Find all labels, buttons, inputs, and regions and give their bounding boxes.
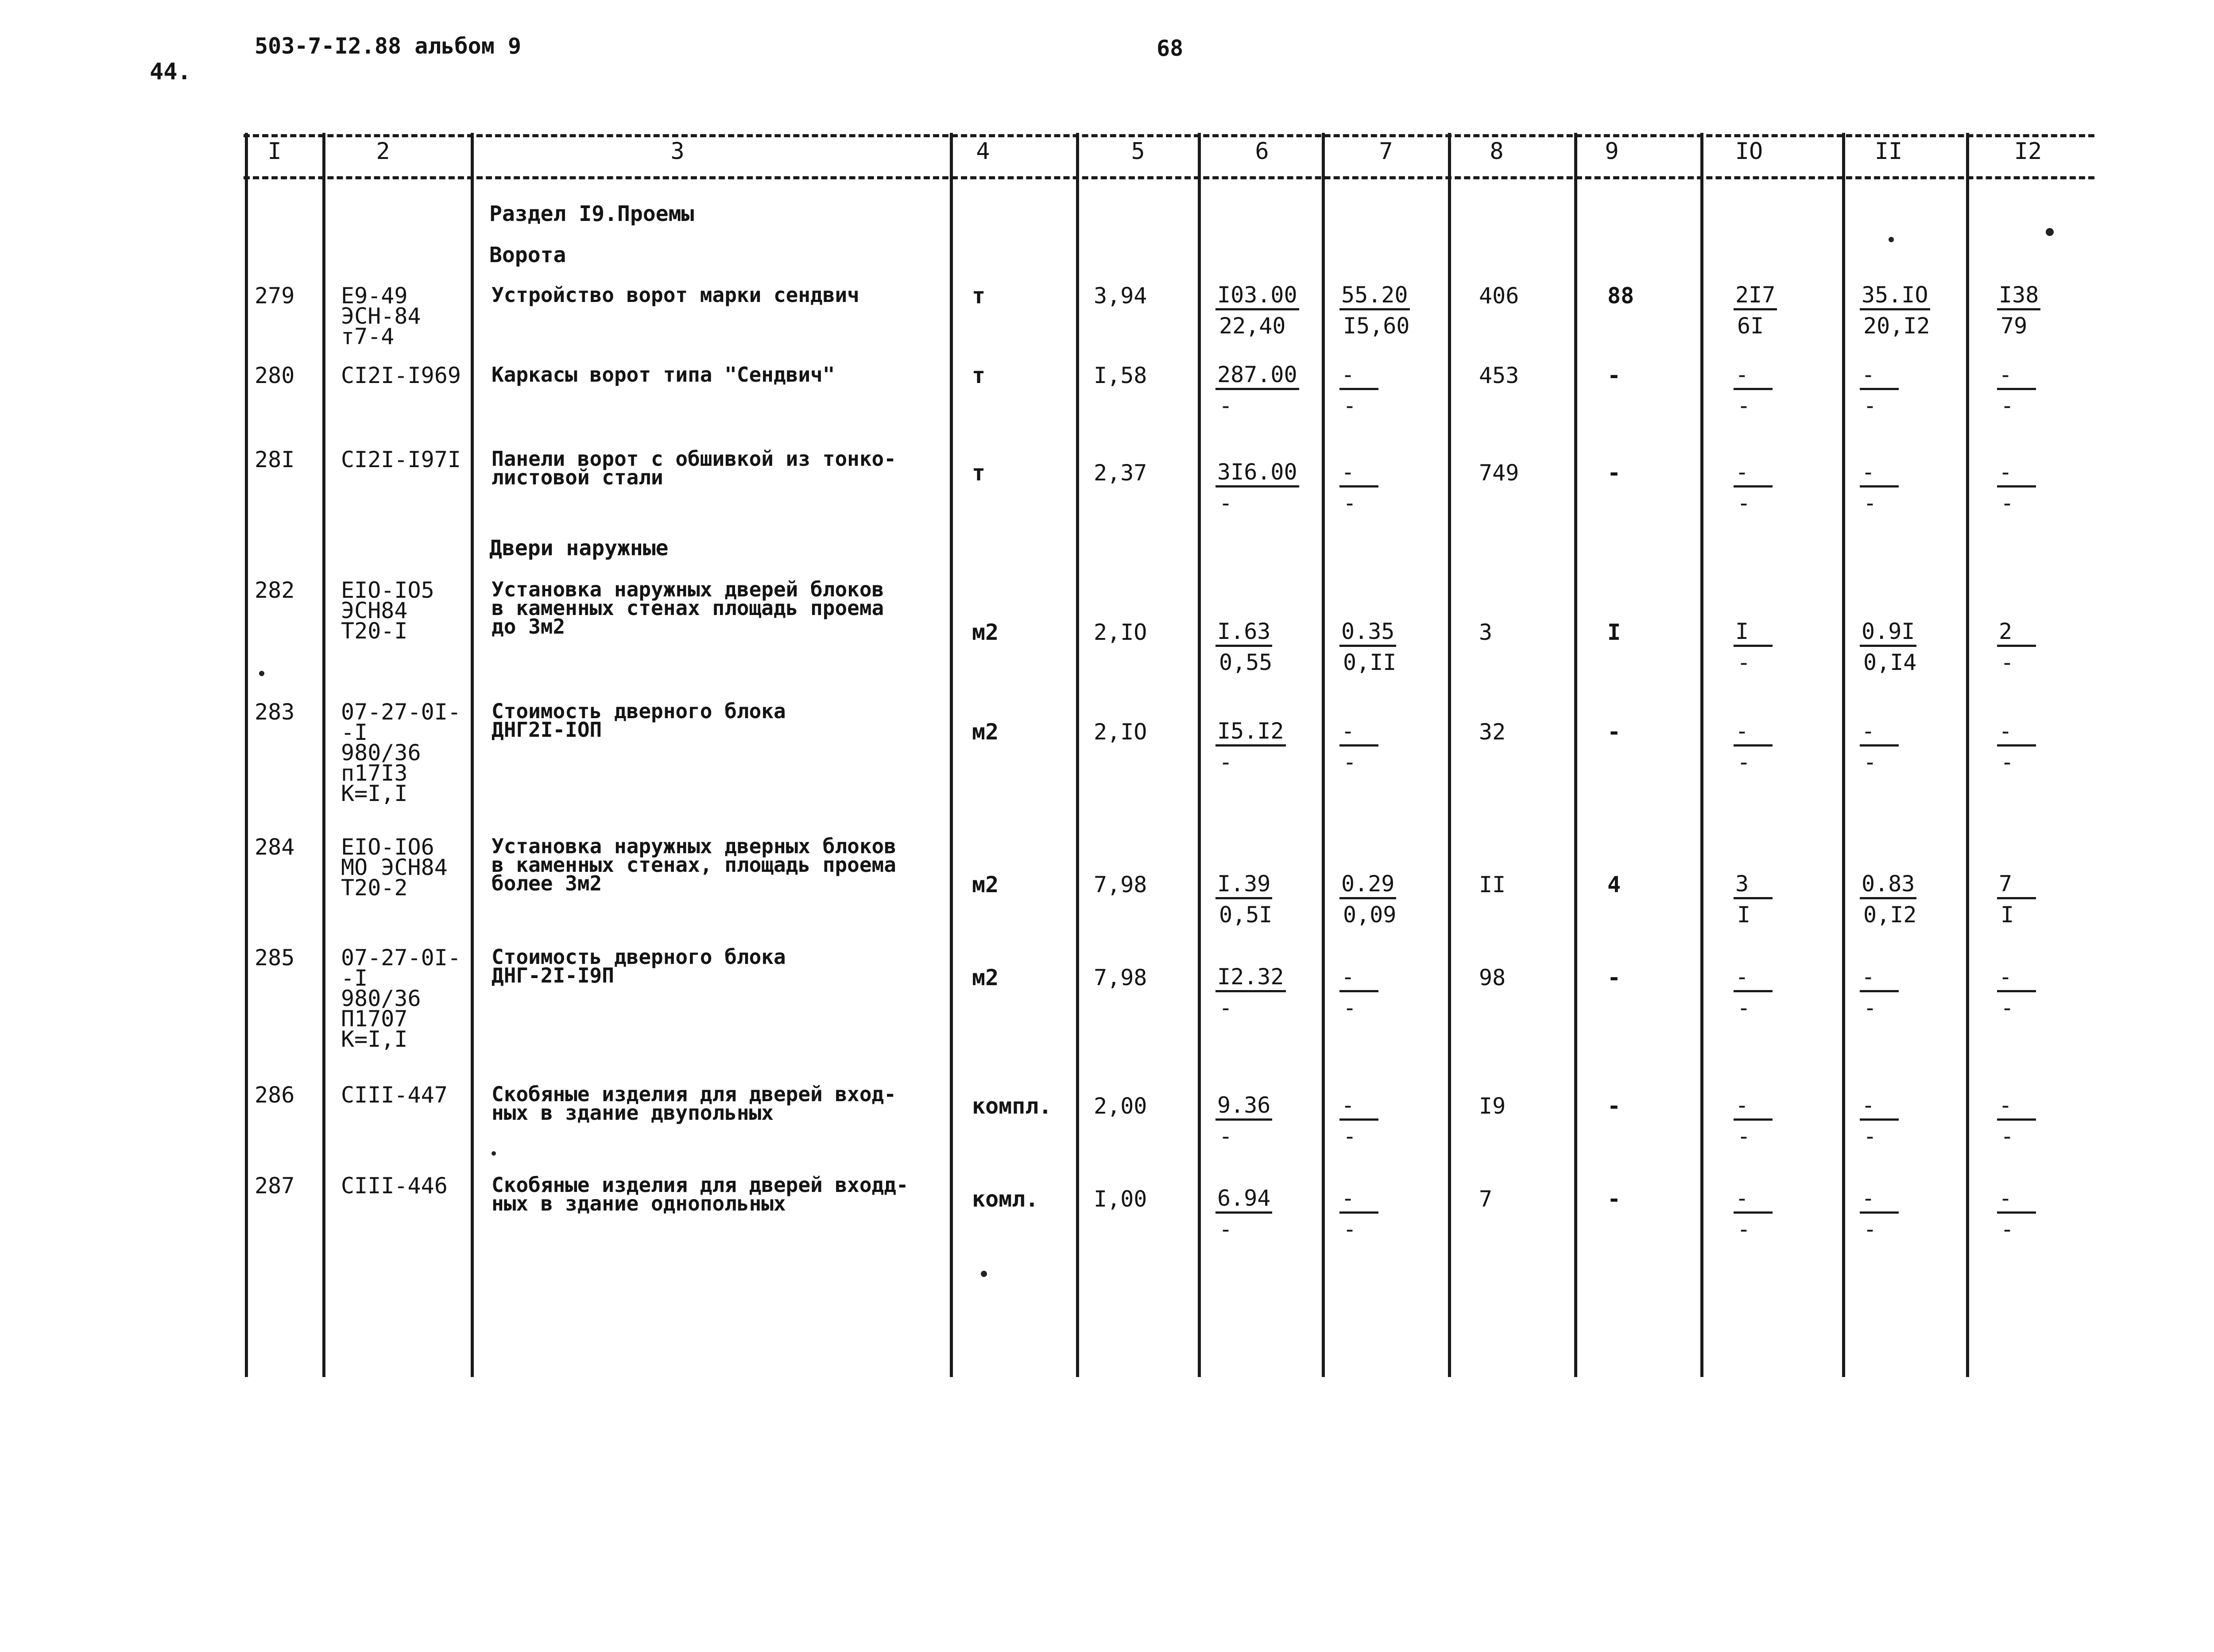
total-cost: 3: [1479, 619, 1493, 645]
unit-cost: [1215, 716, 1286, 778]
labor-total-numerator: -: [1997, 1185, 2036, 1214]
unit-wages-denominator: -: [1343, 1216, 1357, 1242]
labor-total-denominator: -: [2001, 650, 2014, 675]
labor-unit-numerator: -: [1860, 1185, 1899, 1214]
machine-cost-denominator: -: [1737, 393, 1751, 418]
machine-cost-numerator: -: [1734, 718, 1773, 747]
unit-wages-numerator: -: [1339, 963, 1378, 992]
labor-unit-numerator: -: [1860, 459, 1899, 487]
labor-total: [1997, 716, 2036, 778]
unit-cost-denominator: -: [1219, 1123, 1233, 1149]
machine-cost-denominator: -: [1737, 650, 1751, 675]
column-divider: [1448, 133, 1451, 1377]
machine-cost-denominator: -: [1737, 1216, 1751, 1242]
unit: компл.: [972, 1093, 1052, 1119]
total-cost: 749: [1479, 460, 1519, 486]
machine-cost-numerator: -: [1734, 459, 1773, 487]
total-wages: -: [1607, 719, 1621, 745]
subsection-doors: Двери наружные: [489, 536, 669, 561]
quantity: 3,94: [1094, 283, 1147, 309]
total-cost: I9: [1479, 1093, 1506, 1119]
row-number: 283: [255, 699, 295, 725]
column-heading: 4: [976, 138, 990, 165]
labor-unit-numerator: -: [1860, 361, 1899, 390]
norm-code: CI2I-I97I: [341, 447, 461, 472]
labor-total-numerator: I38: [1997, 282, 2040, 310]
machine-cost: [1734, 616, 1773, 678]
column-divider: [1842, 133, 1845, 1377]
labor-total: [1997, 457, 2036, 518]
machine-cost-denominator: I: [1737, 902, 1751, 928]
unit-cost-numerator: I.63: [1215, 618, 1272, 647]
subsection-gates: Ворота: [489, 243, 566, 267]
column-divider: [950, 133, 953, 1377]
labor-total: [1997, 1183, 2036, 1245]
labor-unit-numerator: -: [1860, 1092, 1899, 1121]
unit-wages: [1339, 616, 1396, 678]
labor-unit-denominator: 0,I2: [1863, 902, 1917, 928]
labor-total-numerator: -: [1997, 963, 2036, 992]
labor-unit-denominator: -: [1863, 393, 1877, 418]
column-divider: [1322, 133, 1325, 1377]
row-number: 286: [255, 1082, 295, 1108]
total-cost: 32: [1479, 719, 1506, 745]
labor-total: [1997, 279, 2040, 341]
labor-total: [1997, 616, 2036, 678]
scan-speck: [492, 1151, 496, 1156]
labor-total-denominator: -: [2001, 995, 2014, 1021]
labor-total-numerator: -: [1997, 718, 2036, 747]
norm-code: CIII-446: [341, 1173, 448, 1199]
labor-unit-denominator: 20,I2: [1863, 313, 1930, 339]
scan-speck: [259, 671, 264, 676]
work-name: Стоимость дверного блока ДНГ-2I-I9П: [492, 945, 786, 987]
column-heading: 6: [1255, 138, 1269, 165]
machine-cost: [1734, 1183, 1773, 1245]
unit-cost-numerator: I03.00: [1215, 282, 1299, 310]
unit-cost-denominator: -: [1219, 393, 1233, 418]
unit-wages-numerator: -: [1339, 718, 1378, 747]
labor-total-denominator: -: [2001, 1216, 2014, 1242]
labor-unit: [1860, 359, 1899, 421]
labor-unit-denominator: 0,I4: [1863, 650, 1917, 675]
labor-total: [1997, 868, 2036, 930]
table-top-dashed-rule: [244, 134, 2094, 137]
unit-wages-denominator: 0,II: [1343, 650, 1397, 675]
unit: т: [972, 363, 986, 388]
unit-wages: [1339, 1183, 1378, 1245]
norm-code: EIO-IO6 MO ЭСН84 T20-2: [341, 834, 448, 901]
unit-cost-denominator: 0,55: [1219, 650, 1273, 675]
machine-cost: [1734, 279, 1777, 341]
column-heading: 3: [670, 138, 685, 165]
unit-wages-denominator: -: [1343, 490, 1357, 516]
column-heading: II: [1874, 138, 1903, 165]
total-cost: 453: [1479, 363, 1519, 388]
labor-unit: [1860, 457, 1899, 518]
unit: т: [972, 460, 986, 486]
labor-unit: [1860, 1183, 1899, 1245]
machine-cost-numerator: 2I7: [1734, 282, 1777, 310]
norm-code: 07-27-0I- -I 980/36 п17I3 K=I,I: [341, 699, 461, 806]
unit-wages: [1339, 457, 1378, 518]
unit: м2: [972, 965, 999, 990]
unit-cost: [1215, 1183, 1272, 1245]
labor-unit-numerator: 0.83: [1860, 870, 1916, 899]
row-number: 287: [255, 1173, 295, 1199]
row-number: 282: [255, 577, 295, 603]
total-wages: -: [1607, 363, 1621, 388]
unit-wages-numerator: -: [1339, 1185, 1378, 1214]
unit-cost-numerator: 3I6.00: [1215, 459, 1299, 487]
unit-wages-denominator: -: [1343, 1123, 1357, 1149]
machine-cost-denominator: -: [1737, 749, 1751, 775]
labor-total: [1997, 359, 2036, 421]
column-divider: [245, 133, 248, 1377]
unit-wages-denominator: -: [1343, 393, 1357, 418]
unit-wages-denominator: I5,60: [1343, 313, 1410, 339]
machine-cost: [1734, 961, 1773, 1023]
labor-total-numerator: -: [1997, 459, 2036, 487]
row-number: 279: [255, 283, 295, 309]
labor-unit-denominator: -: [1863, 1123, 1877, 1149]
row-number: 28I: [255, 447, 295, 472]
quantity: 2,37: [1094, 460, 1147, 486]
machine-cost: [1734, 1090, 1773, 1152]
unit-cost: [1215, 359, 1299, 421]
column-heading: IO: [1735, 138, 1763, 165]
unit-wages: [1339, 279, 1410, 341]
labor-total-numerator: -: [1997, 1092, 2036, 1121]
machine-cost-numerator: -: [1734, 1092, 1773, 1121]
unit-cost-denominator: 22,40: [1219, 313, 1286, 339]
total-cost: 7: [1479, 1186, 1493, 1212]
unit-wages-numerator: 0.29: [1339, 870, 1396, 899]
labor-total-denominator: 79: [2001, 313, 2028, 339]
labor-total-denominator: -: [2001, 393, 2014, 418]
machine-cost-denominator: 6I: [1737, 313, 1764, 339]
unit: м2: [972, 619, 999, 645]
unit-wages: [1339, 961, 1378, 1023]
unit-wages-numerator: -: [1339, 1092, 1378, 1121]
norm-code: E9-49 ЭСН-84 т7-4: [341, 283, 421, 349]
norm-code: 07-27-0I- -I 980/36 П1707 K=I,I: [341, 945, 461, 1052]
unit: м2: [972, 872, 999, 898]
labor-unit: [1860, 961, 1899, 1023]
work-name: Скобяные изделия для дверей входд- ных в здание однопольных: [492, 1173, 909, 1215]
quantity: I,58: [1094, 363, 1147, 388]
unit-cost: [1215, 616, 1272, 678]
column-divider: [1574, 133, 1577, 1377]
total-wages: 88: [1607, 283, 1634, 309]
unit-cost-numerator: 287.00: [1215, 361, 1299, 390]
work-name: Скобяные изделия для дверей вход- ных в здание двупольных: [492, 1082, 896, 1125]
machine-cost-numerator: I: [1734, 618, 1773, 647]
column-divider: [1966, 133, 1969, 1377]
labor-unit-numerator: 0.9I: [1860, 618, 1916, 647]
section-title: Раздел I9.Проемы: [489, 201, 694, 226]
unit-wages: [1339, 716, 1378, 778]
labor-total-denominator: -: [2001, 1123, 2014, 1149]
total-wages: -: [1607, 1186, 1621, 1212]
machine-cost: [1734, 716, 1773, 778]
total-cost: II: [1479, 872, 1506, 898]
labor-total-numerator: 7: [1997, 870, 2036, 899]
column-heading: 9: [1605, 138, 1619, 165]
unit-wages-numerator: 0.35: [1339, 618, 1396, 647]
unit-cost-numerator: I.39: [1215, 870, 1272, 899]
machine-cost: [1734, 359, 1773, 421]
unit-cost-numerator: I5.I2: [1215, 718, 1286, 747]
unit-cost: [1215, 1090, 1272, 1152]
unit-cost-denominator: -: [1219, 490, 1233, 516]
machine-cost-denominator: -: [1737, 490, 1751, 516]
column-divider: [1700, 133, 1703, 1377]
work-name: Стоимость дверного блока ДНГ2I-IOП: [492, 699, 786, 742]
scan-speck: [2046, 228, 2054, 236]
work-name: Панели ворот с обшивкой из тонко- листовой стали: [492, 447, 896, 489]
quantity: I,00: [1094, 1186, 1147, 1212]
norm-code: EIO-IO5 ЭСН84 T20-I: [341, 577, 434, 644]
machine-cost-numerator: 3: [1734, 870, 1773, 899]
labor-unit: [1860, 1090, 1899, 1152]
unit-cost-denominator: -: [1219, 1216, 1233, 1242]
quantity: 2,00: [1094, 1093, 1147, 1119]
unit-cost: [1215, 868, 1272, 930]
work-name: Каркасы ворот типа "Сендвич": [492, 363, 835, 387]
labor-unit-numerator: -: [1860, 963, 1899, 992]
row-number: 285: [255, 945, 295, 971]
row-number: 284: [255, 834, 295, 860]
column-heading: 8: [1490, 138, 1504, 165]
labor-unit: [1860, 868, 1916, 930]
column-heading: 7: [1379, 138, 1393, 165]
total-wages: I: [1607, 619, 1621, 645]
work-name: Устройство ворот марки сендвич: [492, 283, 859, 307]
total-wages: -: [1607, 1093, 1621, 1119]
row-number: 280: [255, 363, 295, 388]
machine-cost: [1734, 868, 1773, 930]
unit-cost-denominator: -: [1219, 995, 1233, 1021]
unit-cost-denominator: -: [1219, 749, 1233, 775]
column-divider: [322, 133, 325, 1377]
unit-wages: [1339, 868, 1396, 930]
labor-unit-numerator: 35.IO: [1860, 282, 1930, 310]
labor-unit: [1860, 716, 1899, 778]
quantity: 2,IO: [1094, 619, 1147, 645]
unit-cost: [1215, 279, 1299, 341]
labor-unit-denominator: -: [1863, 749, 1877, 775]
scan-speck: [1889, 237, 1894, 242]
total-wages: -: [1607, 460, 1621, 486]
page-number: 68: [1157, 35, 1184, 61]
unit-wages-denominator: -: [1343, 749, 1357, 775]
total-wages: -: [1607, 965, 1621, 990]
machine-cost: [1734, 457, 1773, 518]
unit-wages-numerator: -: [1339, 361, 1378, 390]
column-heading: 5: [1131, 138, 1145, 165]
quantity: 7,98: [1094, 872, 1147, 898]
unit-cost-numerator: I2.32: [1215, 963, 1286, 992]
column-divider: [1198, 133, 1201, 1377]
labor-total-denominator: -: [2001, 490, 2014, 516]
norm-code: CI2I-I969: [341, 363, 461, 388]
machine-cost-denominator: -: [1737, 1123, 1751, 1149]
machine-cost-numerator: -: [1734, 1185, 1773, 1214]
unit-wages: [1339, 1090, 1378, 1152]
machine-cost-denominator: -: [1737, 995, 1751, 1021]
labor-total-denominator: I: [2001, 902, 2014, 928]
labor-total-numerator: -: [1997, 361, 2036, 390]
document-code: 503-7-I2.88 альбом 9: [255, 33, 522, 59]
unit: комл.: [972, 1186, 1039, 1212]
labor-unit-denominator: -: [1863, 995, 1877, 1021]
unit-wages-denominator: -: [1343, 995, 1357, 1021]
labor-unit-denominator: -: [1863, 490, 1877, 516]
column-heading: I: [267, 138, 282, 165]
labor-total-numerator: 2: [1997, 618, 2036, 647]
labor-total: [1997, 1090, 2036, 1152]
quantity: 7,98: [1094, 965, 1147, 990]
work-name: Установка наружных дверей блоков в каменных стенах площадь проема до 3м2: [492, 577, 884, 638]
unit-cost: [1215, 457, 1299, 518]
quantity: 2,IO: [1094, 719, 1147, 745]
column-divider: [471, 133, 474, 1377]
scan-speck: [981, 1271, 987, 1277]
work-name: Установка наружных дверных блоков в каменных стенах, площадь проема более 3м2: [492, 834, 896, 895]
column-divider: [1076, 133, 1079, 1377]
norm-code: CIII-447: [341, 1082, 448, 1108]
labor-total: [1997, 961, 2036, 1023]
page-mark: 44.: [150, 58, 191, 85]
machine-cost-numerator: -: [1734, 361, 1773, 390]
labor-unit-numerator: -: [1860, 718, 1899, 747]
unit-wages-numerator: 55.20: [1339, 282, 1410, 310]
unit-cost-denominator: 0,5I: [1219, 902, 1273, 928]
unit-cost: [1215, 961, 1286, 1023]
machine-cost-numerator: -: [1734, 963, 1773, 992]
column-heading: I2: [2014, 138, 2042, 165]
unit-wages-numerator: -: [1339, 459, 1378, 487]
labor-unit: [1860, 616, 1916, 678]
labor-unit: [1860, 279, 1930, 341]
unit-wages: [1339, 359, 1378, 421]
labor-unit-denominator: -: [1863, 1216, 1877, 1242]
total-cost: 98: [1479, 965, 1506, 990]
unit-cost-numerator: 6.94: [1215, 1185, 1272, 1214]
total-cost: 406: [1479, 283, 1519, 309]
labor-total-denominator: -: [2001, 749, 2014, 775]
unit-wages-denominator: 0,09: [1343, 902, 1397, 928]
unit-cost-numerator: 9.36: [1215, 1092, 1272, 1121]
total-wages: 4: [1607, 872, 1621, 898]
unit: т: [972, 283, 986, 309]
column-heading: 2: [376, 138, 390, 165]
unit: м2: [972, 719, 999, 745]
table-header-dashed-rule: [244, 176, 2094, 179]
